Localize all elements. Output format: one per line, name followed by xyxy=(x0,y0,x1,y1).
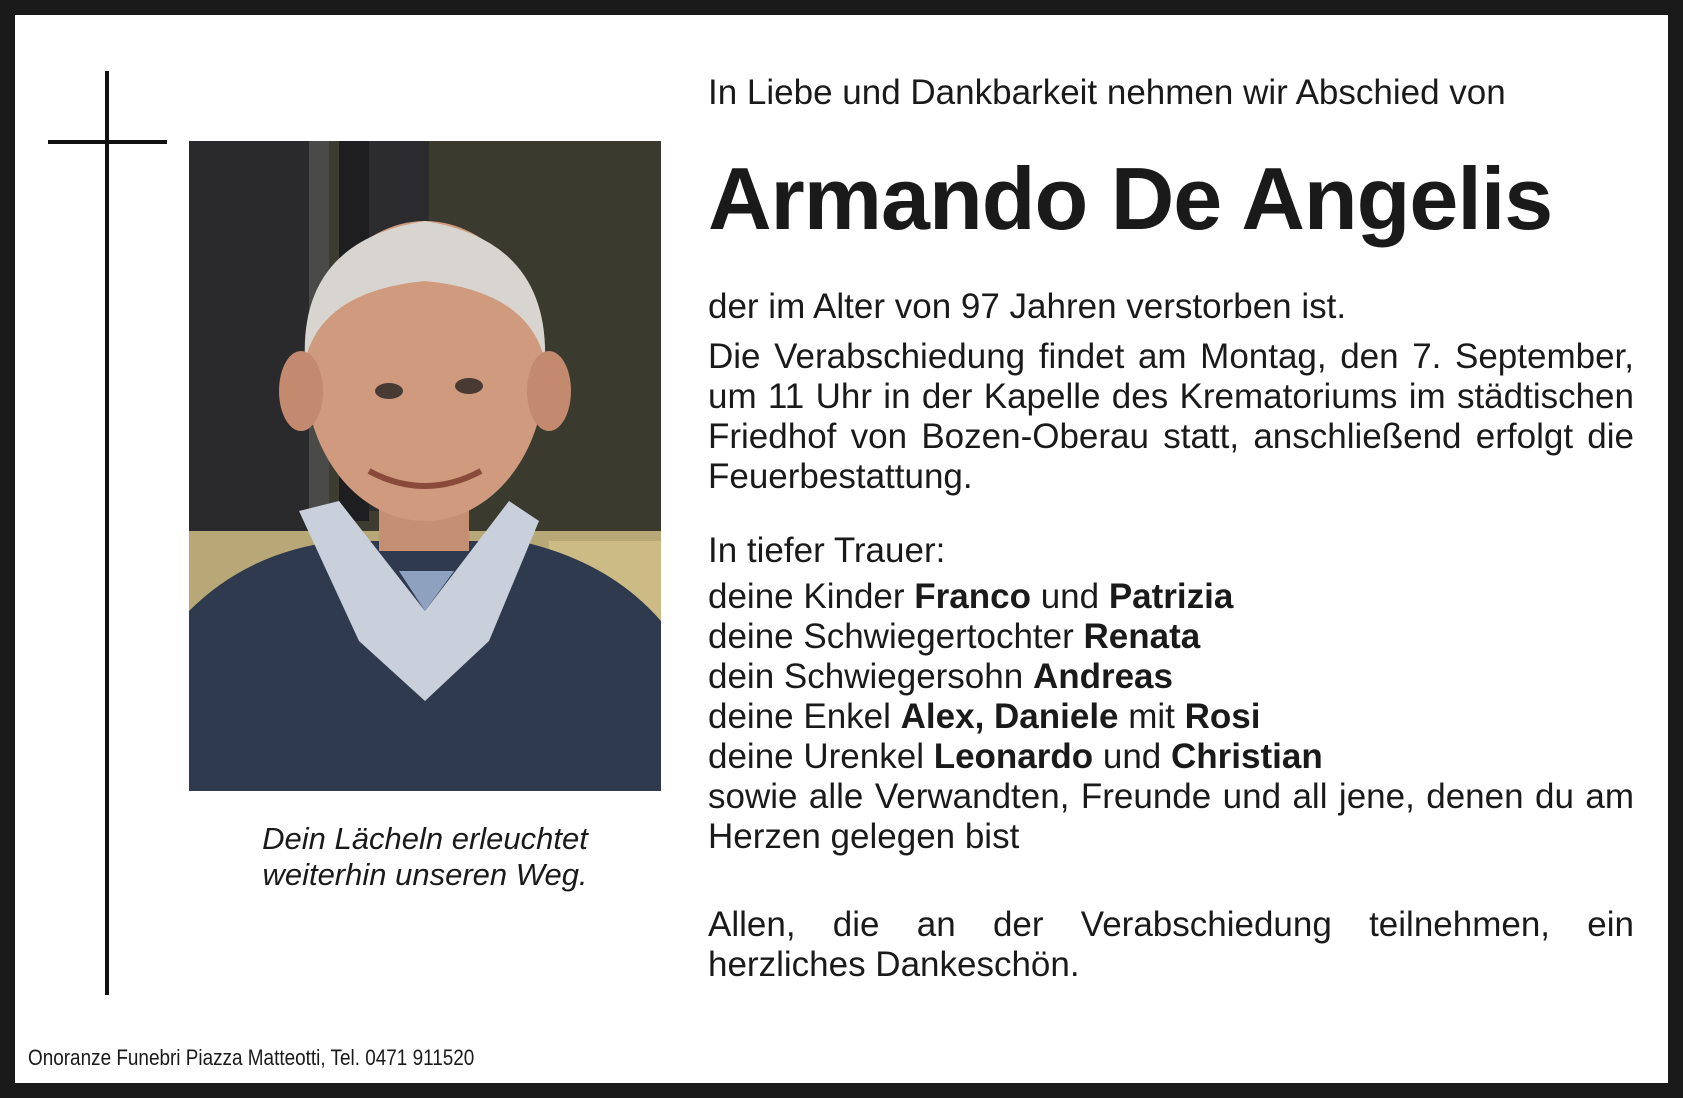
mourner-name: Franco xyxy=(914,577,1031,616)
mourner-line xyxy=(708,617,1634,657)
age-line: der im Alter von 97 Jahren verstorben ist. xyxy=(708,287,1347,326)
mourner-relation: deine Schwiegertochter xyxy=(708,617,1084,656)
mourner-joiner: und xyxy=(1030,577,1109,616)
mourner-relation: deine Kinder xyxy=(708,577,915,616)
deceased-name: Armando De Angelis xyxy=(708,149,1553,248)
mourner-name: Andreas xyxy=(1032,657,1173,696)
mourner-name: Renata xyxy=(1083,617,1201,656)
obituary-card xyxy=(15,15,1668,1083)
obituary-text xyxy=(708,73,1634,985)
mourner-line xyxy=(708,577,1634,617)
mourning-heading: In tiefer Trauer: xyxy=(708,531,946,570)
thanks-text: Allen, die an der Verabschiedung teilnehmen, ein herzliches Dankeschön. xyxy=(708,905,1634,984)
cross-vertical-bar xyxy=(105,71,109,995)
mourner-relation: deine Enkel xyxy=(708,697,901,736)
caption-line-2: weiterhin unseren Weg. xyxy=(262,857,588,892)
mourner-joiner: mit xyxy=(1118,697,1185,736)
ceremony-details: Die Verabschiedung findet am Montag, den 7. September, um 11 Uhr in der Kapelle des Krematoriums im städtischen Friedhof von Bozen-Oberau statt, anschließend erfolgt die Feuerbestattung. xyxy=(708,337,1634,496)
intro-text: In Liebe und Dankbarkeit nehmen wir Abschied von xyxy=(708,73,1506,112)
mourner-name: Leonardo xyxy=(933,737,1094,776)
relatives-line: sowie alle Verwandten, Freunde und all jene, denen du am Herzen gelegen bist xyxy=(708,777,1634,856)
mourner-name: Patrizia xyxy=(1108,577,1234,616)
portrait-photo xyxy=(189,141,661,791)
mourner-line xyxy=(708,737,1634,777)
caption-line-1: Dein Lächeln erleuchtet xyxy=(262,821,588,856)
mourner-relation: deine Urenkel xyxy=(708,737,934,776)
photo-caption xyxy=(189,821,661,893)
mourner-name: Christian xyxy=(1171,737,1323,776)
mourners-list xyxy=(708,577,1634,777)
mourner-joiner: und xyxy=(1093,737,1172,776)
mourner-name: Rosi xyxy=(1184,697,1261,736)
funeral-home-footer: Onoranze Funebri Piazza Matteotti, Tel. 0471 911520 xyxy=(28,1045,475,1070)
mourner-line xyxy=(708,697,1634,737)
mourner-line xyxy=(708,657,1634,697)
cross-horizontal-bar xyxy=(48,140,167,144)
mourner-name: Alex, Daniele xyxy=(900,697,1119,736)
portrait-illustration xyxy=(189,141,661,791)
mourner-relation: dein Schwiegersohn xyxy=(708,657,1033,696)
